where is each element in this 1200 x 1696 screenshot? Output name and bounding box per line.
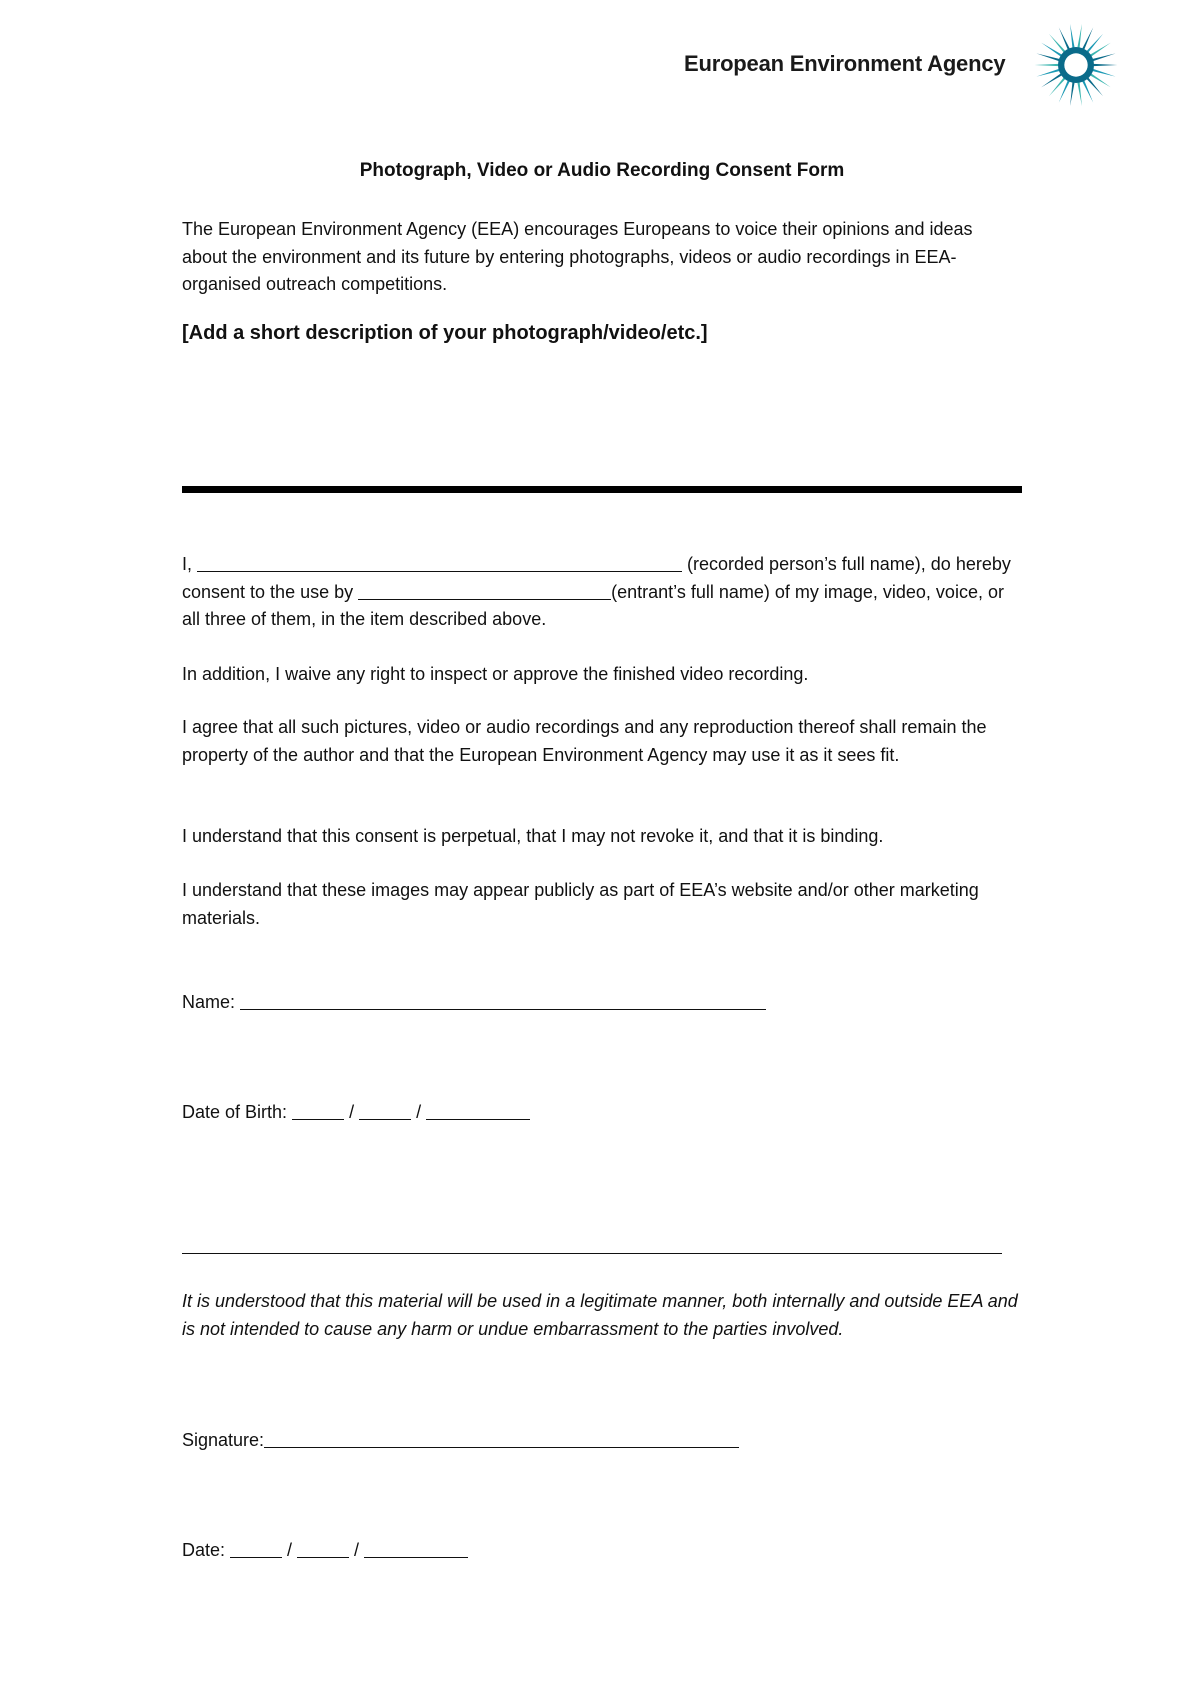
name-label: Name: xyxy=(182,992,241,1012)
property-paragraph: I agree that all such pictures, video or audio recordings and any reproduction thereof shall remain the property of the author and that the European Environment Agency may use it as it sees fit. xyxy=(182,717,987,765)
entrant-name-field[interactable] xyxy=(358,581,611,600)
separator-line xyxy=(182,1253,1002,1254)
date-month-field[interactable] xyxy=(297,1539,349,1558)
signature-field[interactable] xyxy=(264,1429,739,1448)
date-separator: / xyxy=(282,1540,298,1560)
recorded-person-name-field[interactable] xyxy=(197,553,682,572)
dob-day-field[interactable] xyxy=(292,1101,344,1120)
agency-name: European Environment Agency xyxy=(684,51,1006,76)
dob-year-field[interactable] xyxy=(426,1101,530,1120)
date-label: Date: xyxy=(182,1540,231,1560)
dob-separator: / xyxy=(411,1102,427,1122)
entrant-label: (entrant’s full name) of my image, video, voice, or all three of them, in the item described above. xyxy=(182,581,1004,629)
dob-month-field[interactable] xyxy=(359,1101,411,1120)
consent-paragraph xyxy=(182,551,1022,634)
publicity-paragraph: I understand that these images may appear publicly as part of EEA’s website and/or other marketing materials. xyxy=(182,880,979,928)
signature-label: Signature: xyxy=(182,1430,265,1450)
recorded-person-label: (recorded person’s full name), do hereby consent to the use by xyxy=(182,554,1011,602)
waiver-paragraph: In addition, I waive any right to inspect or approve the finished video recording. xyxy=(182,664,809,684)
date-day-field[interactable] xyxy=(230,1539,282,1558)
name-row xyxy=(182,991,766,1013)
name-field[interactable] xyxy=(240,991,766,1010)
perpetual-paragraph: I understand that this consent is perpetual, that I may not revoke it, and that it is binding. xyxy=(182,826,884,846)
section-divider xyxy=(182,486,1022,493)
disclaimer-paragraph: It is understood that this material will be used in a legitimate manner, both internally and outside EEA and is not intended to cause any harm or undue embarrassment to the parties involved. xyxy=(182,1291,1018,1339)
dob-row xyxy=(182,1101,530,1123)
dob-separator: / xyxy=(344,1102,360,1122)
date-separator: / xyxy=(349,1540,365,1560)
date-row xyxy=(182,1539,468,1561)
description-prompt: [Add a short description of your photograph/video/etc.] xyxy=(182,322,708,344)
consent-prefix: I, xyxy=(182,554,198,574)
dob-label: Date of Birth: xyxy=(182,1102,293,1122)
eea-logo-icon xyxy=(1030,20,1122,110)
date-year-field[interactable] xyxy=(364,1539,468,1558)
intro-paragraph: The European Environment Agency (EEA) encourages Europeans to voice their opinions and ideas about the environment and its future by entering photographs, videos or audio recordings in EEA-organised outreach competitions. xyxy=(182,219,973,294)
form-title: Photograph, Video or Audio Recording Consent Form xyxy=(359,160,845,181)
signature-row xyxy=(182,1429,739,1451)
